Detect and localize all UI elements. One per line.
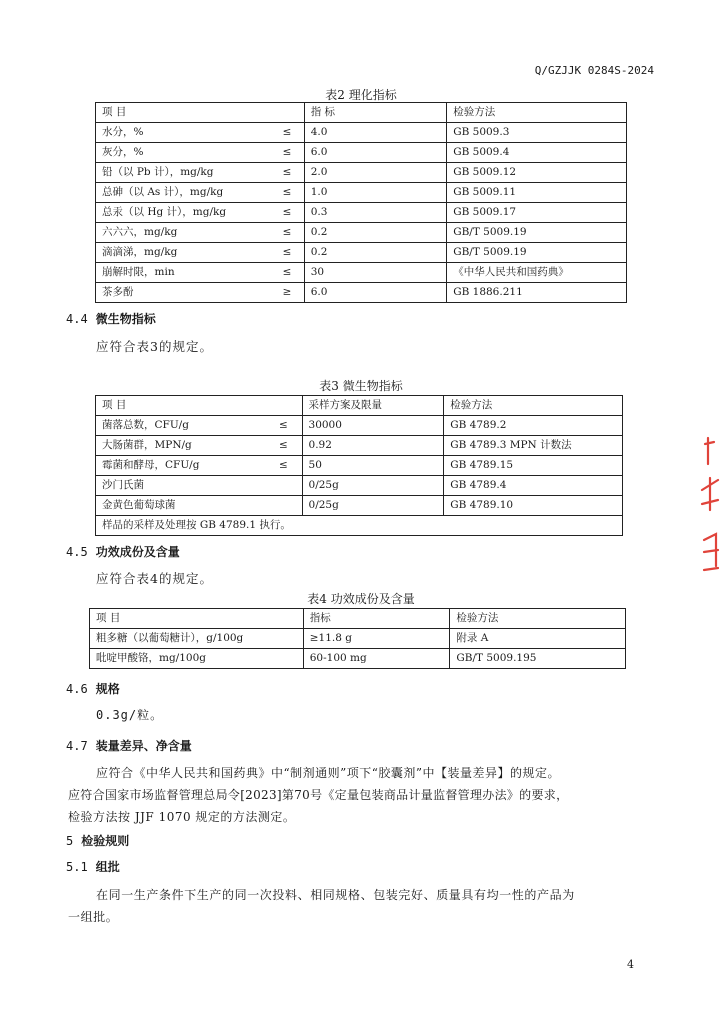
method-cell: GB/T 5009.19 xyxy=(447,223,627,243)
value-cell: 4.0 xyxy=(304,123,447,143)
table3-header-row xyxy=(96,396,623,416)
item-cell: 崩解时限，min xyxy=(96,263,271,283)
section-4-4-heading xyxy=(66,310,156,327)
comparison-symbol: ≤ xyxy=(270,143,304,163)
table-row xyxy=(96,263,627,283)
table-row xyxy=(96,436,623,456)
section-title: 微生物指标 xyxy=(95,312,156,326)
section-number: 4.6 xyxy=(66,682,88,696)
comparison-symbol: ≤ xyxy=(265,456,302,476)
table4-header-method: 检验方法 xyxy=(450,609,626,629)
table2-header-method: 检验方法 xyxy=(447,103,627,123)
method-cell: 附录 A xyxy=(450,629,626,649)
table-row xyxy=(96,496,623,516)
seal-stamp-icon xyxy=(696,430,722,580)
table-row xyxy=(96,283,627,303)
value-cell: 0/25g xyxy=(302,476,444,496)
document-code: Q/GZJJK 0284S-2024 xyxy=(534,64,654,77)
section-4-5-text: 应符合表4的规定。 xyxy=(96,571,213,586)
item-cell: 大肠菌群，MPN/g xyxy=(96,436,266,456)
value-cell: 0.92 xyxy=(302,436,444,456)
value-cell: 1.0 xyxy=(304,183,447,203)
comparison-symbol: ≥ xyxy=(270,283,304,303)
table3 xyxy=(95,395,623,536)
method-cell: 《中华人民共和国药典》 xyxy=(447,263,627,283)
value-cell: ≥11.8 g xyxy=(303,629,450,649)
section-4-5-heading xyxy=(66,543,180,560)
item-cell: 铅（以 Pb 计），mg/kg xyxy=(96,163,271,183)
comparison-symbol: ≤ xyxy=(270,243,304,263)
method-cell: GB/T 5009.19 xyxy=(447,243,627,263)
value-cell: 6.0 xyxy=(304,143,447,163)
section-4-6-text: 0.3g/粒。 xyxy=(96,708,164,722)
section-4-4-text: 应符合表3的规定。 xyxy=(96,339,213,354)
item-cell: 茶多酚 xyxy=(96,283,271,303)
method-cell: GB 5009.4 xyxy=(447,143,627,163)
comparison-symbol: ≤ xyxy=(265,436,302,456)
item-cell: 灰分，% xyxy=(96,143,271,163)
table-row xyxy=(96,223,627,243)
table4-header-item: 项 目 xyxy=(90,609,304,629)
table-row xyxy=(90,649,626,669)
item-cell: 霉菌和酵母，CFU/g xyxy=(96,456,266,476)
section-number: 4.5 xyxy=(66,545,88,559)
table-row xyxy=(90,629,626,649)
item-cell: 滴滴涕，mg/kg xyxy=(96,243,271,263)
table-row xyxy=(96,203,627,223)
comparison-symbol: ≤ xyxy=(270,203,304,223)
method-cell: GB/T 5009.195 xyxy=(450,649,626,669)
table2-header-row xyxy=(96,103,627,123)
table4-caption: 表4 功效成份及含量 xyxy=(307,592,415,606)
item-cell: 粗多糖（以葡萄糖计），g/100g xyxy=(90,629,304,649)
item-cell: 水分，% xyxy=(96,123,271,143)
comparison-symbol xyxy=(265,496,302,516)
value-cell: 30 xyxy=(304,263,447,283)
method-cell: GB 5009.17 xyxy=(447,203,627,223)
item-cell: 吡啶甲酸铬，mg/100g xyxy=(90,649,304,669)
section-4-6-heading xyxy=(66,680,120,697)
value-cell: 2.0 xyxy=(304,163,447,183)
table-row xyxy=(96,143,627,163)
section-5-heading xyxy=(66,832,129,849)
table4-header-row xyxy=(90,609,626,629)
section-4-7-line-2: 应符合国家市场监督管理总局令[2023]第70号《定量包装商品计量监督管理办法》的要求， xyxy=(68,788,569,802)
value-cell: 30000 xyxy=(302,416,444,436)
method-cell: GB 5009.12 xyxy=(447,163,627,183)
table3-header-value: 采样方案及限量 xyxy=(302,396,444,416)
table-row xyxy=(96,123,627,143)
method-cell: GB 5009.3 xyxy=(447,123,627,143)
section-title: 功效成份及含量 xyxy=(95,545,180,559)
table2-caption: 表2 理化指标 xyxy=(325,88,397,102)
table-row xyxy=(96,163,627,183)
section-title: 规格 xyxy=(95,682,120,696)
value-cell: 0.3 xyxy=(304,203,447,223)
section-5-1-line-2: 一组批。 xyxy=(68,910,119,924)
section-number: 4.7 xyxy=(66,739,88,753)
item-cell: 金黄色葡萄球菌 xyxy=(96,496,266,516)
table2-header-value: 指 标 xyxy=(304,103,447,123)
method-cell: GB 4789.3 MPN 计数法 xyxy=(444,436,623,456)
table3-header-item: 项 目 xyxy=(96,396,303,416)
section-4-7-heading xyxy=(66,737,192,754)
comparison-symbol: ≤ xyxy=(270,123,304,143)
section-number: 4.4 xyxy=(66,312,88,326)
table2-header-item: 项 目 xyxy=(96,103,305,123)
item-cell: 六六六，mg/kg xyxy=(96,223,271,243)
table-row xyxy=(96,476,623,496)
section-number: 5 xyxy=(66,834,74,848)
section-5-1-line-1: 在同一生产条件下生产的同一次投料、相同规格、包装完好、质量具有均一性的产品为 xyxy=(96,888,575,902)
table-row xyxy=(96,456,623,476)
section-title: 组批 xyxy=(95,860,120,874)
method-cell: GB 5009.11 xyxy=(447,183,627,203)
section-title: 装量差异、净含量 xyxy=(95,739,192,753)
value-cell: 0.2 xyxy=(304,223,447,243)
table-row xyxy=(96,183,627,203)
method-cell: GB 1886.211 xyxy=(447,283,627,303)
value-cell: 0.2 xyxy=(304,243,447,263)
section-number: 5.1 xyxy=(66,860,88,874)
table-row xyxy=(96,416,623,436)
value-cell: 0/25g xyxy=(302,496,444,516)
table2 xyxy=(95,102,627,303)
method-cell: GB 4789.10 xyxy=(444,496,623,516)
section-title: 检验规则 xyxy=(81,834,130,848)
comparison-symbol xyxy=(265,476,302,496)
item-cell: 总汞（以 Hg 计），mg/kg xyxy=(96,203,271,223)
method-cell: GB 4789.2 xyxy=(444,416,623,436)
comparison-symbol: ≤ xyxy=(265,416,302,436)
item-cell: 沙门氏菌 xyxy=(96,476,266,496)
comparison-symbol: ≤ xyxy=(270,163,304,183)
section-4-7-line-1: 应符合《中华人民共和国药典》中“制剂通则”项下“胶囊剂”中【装量差异】的规定。 xyxy=(96,766,561,780)
table4-header-value: 指标 xyxy=(303,609,450,629)
table4 xyxy=(89,608,626,669)
item-cell: 总砷（以 As 计），mg/kg xyxy=(96,183,271,203)
comparison-symbol: ≤ xyxy=(270,223,304,243)
table3-header-method: 检验方法 xyxy=(444,396,623,416)
table3-caption: 表3 微生物指标 xyxy=(319,379,403,393)
section-4-7-line-3: 检验方法按 JJF 1070 规定的方法测定。 xyxy=(68,810,296,824)
table3-note: 样品的采样及处理按 GB 4789.1 执行。 xyxy=(96,516,623,536)
table-note-row xyxy=(96,516,623,536)
comparison-symbol: ≤ xyxy=(270,183,304,203)
item-cell: 菌落总数，CFU/g xyxy=(96,416,266,436)
value-cell: 50 xyxy=(302,456,444,476)
page-number: 4 xyxy=(627,958,634,971)
method-cell: GB 4789.15 xyxy=(444,456,623,476)
comparison-symbol: ≤ xyxy=(270,263,304,283)
seal-stroke xyxy=(702,438,718,570)
method-cell: GB 4789.4 xyxy=(444,476,623,496)
table-row xyxy=(96,243,627,263)
value-cell: 60-100 mg xyxy=(303,649,450,669)
value-cell: 6.0 xyxy=(304,283,447,303)
section-5-1-heading xyxy=(66,858,120,875)
